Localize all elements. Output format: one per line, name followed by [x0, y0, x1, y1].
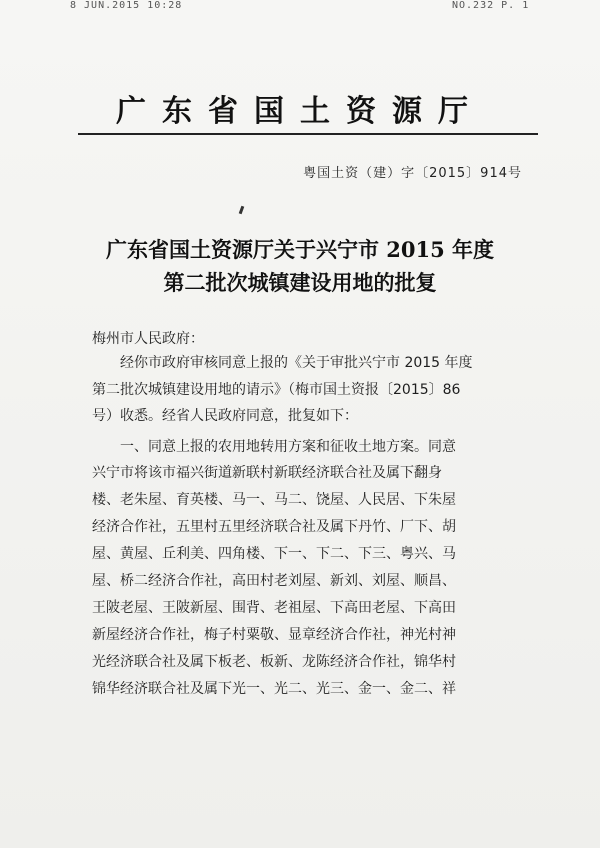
body-line: 经你市政府审核同意上报的《关于审批兴宁市 2015 年度 — [92, 355, 473, 371]
body-line: 屋、黄屋、丘利美、四角楼、下一、下二、下三、粤兴、马 — [92, 546, 456, 562]
fax-header — [0, 0, 600, 14]
org-header: 广东省国土资源厅 — [116, 94, 484, 129]
body-line: 屋、桥二经济合作社，高田村老刘屋、新刘、刘屋、顺昌、 — [92, 573, 456, 589]
document-number: 粤国土资（建）字〔2015〕914号 — [303, 166, 522, 181]
fax-timestamp: 8 JUN.2015 10:28 — [70, 0, 183, 11]
body-line: 号）收悉。经省人民政府同意，批复如下： — [92, 408, 358, 424]
scan-mark — [239, 206, 245, 215]
body-line: 锦华经济联合社及属下光一、光二、光三、金一、金二、祥 — [92, 681, 456, 697]
body-line: 一、同意上报的农用地转用方案和征收土地方案。同意 — [92, 439, 456, 455]
fax-page-number: NO.232 P. 1 — [452, 0, 530, 11]
header-rule — [78, 133, 538, 135]
body-line: 新屋经济合作社，梅子村粟敬、显章经济合作社，神光村神 — [92, 627, 456, 643]
body-line: 楼、老朱屋、育英楼、马一、马二、饶屋、人民居、下朱屋 — [92, 492, 456, 508]
body-line: 第二批次城镇建设用地的请示》（梅市国土资报〔2015〕86 — [92, 382, 461, 398]
body-line: 光经济联合社及属下板老、板新、龙陈经济合作社，锦华村 — [92, 654, 456, 670]
title-line-1: 广东省国土资源厅关于兴宁市 2015 年度 — [105, 237, 495, 262]
body-line: 经济合作社，五里村五里经济联合社及属下丹竹、厂下、胡 — [92, 519, 456, 535]
body-line: 兴宁市将该市福兴街道新联村新联经济联合社及属下翻身 — [92, 465, 442, 481]
salutation: 梅州市人民政府： — [92, 331, 204, 347]
title-line-2: 第二批次城镇建设用地的批复 — [163, 270, 437, 295]
body-line: 王陂老屋、王陂新屋、围背、老祖屋、下高田老屋、下高田 — [92, 600, 456, 616]
